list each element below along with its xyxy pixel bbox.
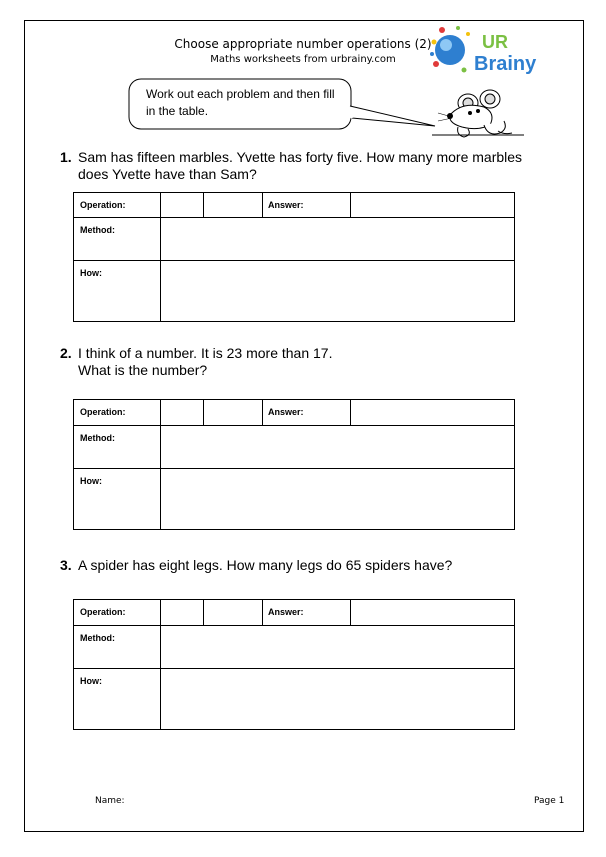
answer-input[interactable] (351, 400, 514, 425)
answer-label: Answer: (268, 607, 304, 617)
logo-top-word: UR (482, 32, 508, 52)
method-label: Method: (80, 633, 115, 643)
speech-bubble-text: Work out each problem and then fill in the table. (146, 87, 335, 118)
question-1-text: Sam has fifteen marbles. Yvette has forty five. How many more marbles does Yvette have than Sam? (78, 149, 523, 182)
question-3 (60, 557, 560, 577)
operation-row (74, 193, 514, 218)
footer-name-label: Name: (95, 796, 125, 806)
operation-label: Operation: (80, 200, 126, 210)
method-row (74, 218, 514, 261)
method-label: Method: (80, 225, 115, 235)
operation-row (74, 600, 514, 626)
question-2-text: I think of a number. It is 23 more than 17. What is the number? (78, 345, 333, 378)
answer-table-2 (73, 399, 515, 530)
worksheet-title: Choose appropriate number operations (2) (174, 37, 432, 51)
how-input[interactable] (161, 261, 514, 321)
method-row (74, 426, 514, 469)
method-input[interactable] (161, 218, 514, 260)
operation-label: Operation: (80, 607, 126, 617)
how-input[interactable] (161, 469, 514, 529)
urbrainy-logo (428, 24, 550, 82)
speech-bubble-tail (340, 104, 440, 130)
worksheet-subtitle: Maths worksheets from urbrainy.com (210, 54, 396, 65)
question-1-number: 1. (60, 149, 72, 165)
method-input[interactable] (161, 426, 514, 468)
operation-input[interactable] (161, 193, 204, 217)
how-label: How: (80, 676, 102, 686)
operation-label: Operation: (80, 407, 126, 417)
how-row (74, 261, 514, 321)
how-label: How: (80, 268, 102, 278)
method-row (74, 626, 514, 669)
question-3-text: A spider has eight legs. How many legs do 65 spiders have? (78, 557, 453, 573)
question-2-number: 2. (60, 345, 72, 361)
question-3-number: 3. (60, 557, 72, 573)
logo-bottom-word: Brainy (474, 53, 537, 75)
method-input[interactable] (161, 626, 514, 668)
question-1 (60, 149, 560, 189)
operation-row (74, 400, 514, 426)
answer-table-1 (73, 192, 515, 322)
answer-input[interactable] (351, 193, 514, 217)
how-row (74, 469, 514, 529)
answer-label: Answer: (268, 200, 304, 210)
operation-input[interactable] (161, 600, 204, 625)
method-label: Method: (80, 433, 115, 443)
answer-label: Answer: (268, 407, 304, 417)
question-2 (60, 345, 560, 385)
operation-input[interactable] (161, 400, 204, 425)
how-input[interactable] (161, 669, 514, 729)
mouse-illustration (428, 85, 528, 143)
how-label: How: (80, 476, 102, 486)
answer-input[interactable] (351, 600, 514, 625)
how-row (74, 669, 514, 729)
answer-table-3 (73, 599, 515, 730)
footer-page-number: Page 1 (534, 796, 565, 806)
